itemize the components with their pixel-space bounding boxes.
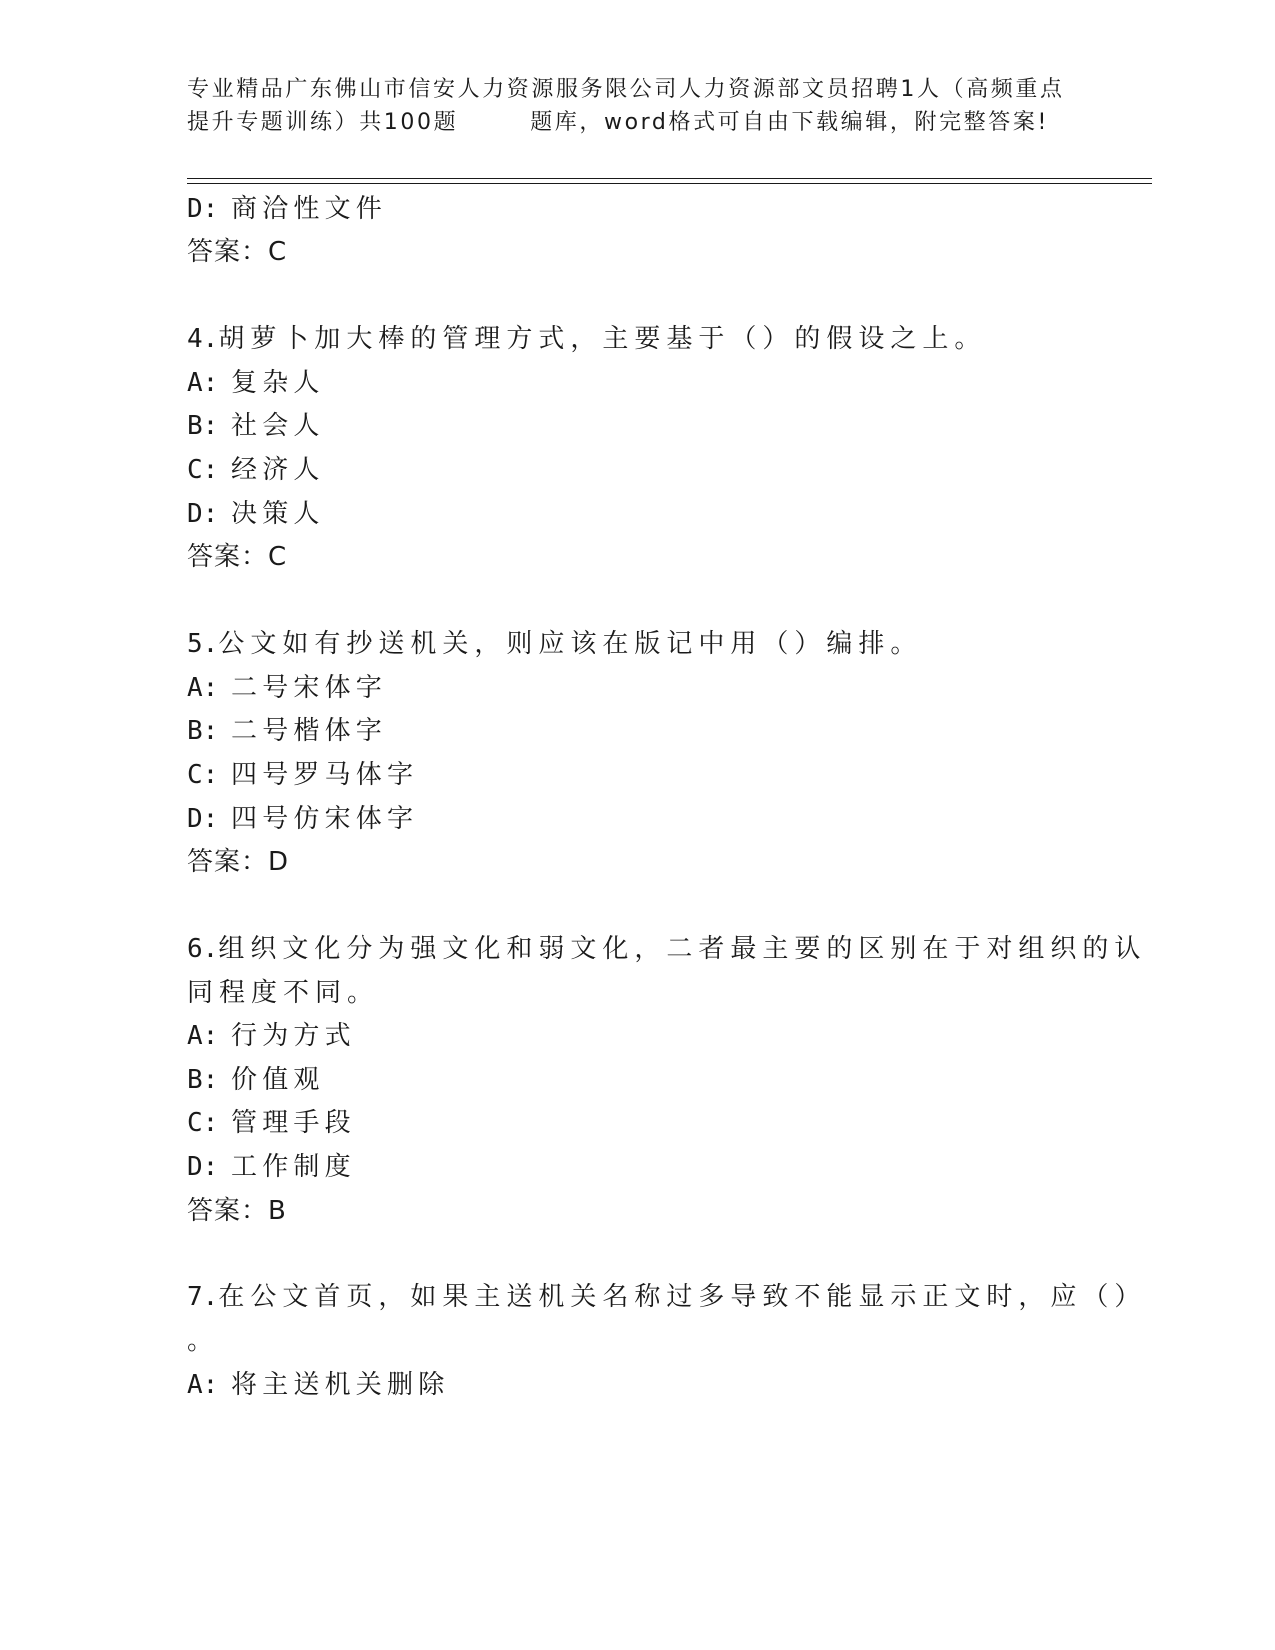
option-text: 二号宋体字 [231,673,388,703]
option-text: 将主送机关删除 [231,1370,450,1400]
q7-option-a [187,1364,449,1401]
q5-answer: 答案：D [187,847,290,877]
option-label: B: [187,411,219,441]
option-label: C: [187,1108,219,1138]
option-label: C: [187,455,219,485]
option-label: D: [187,194,219,224]
q5-question [187,623,922,660]
question-number: 4. [187,324,219,354]
question-number: 5. [187,629,219,659]
q6-answer: 答案：B [187,1196,287,1226]
option-text: 经济人 [231,455,325,485]
question-number: 6. [187,934,219,964]
option-text: 商洽性文件 [231,194,388,224]
header-title-line-1: 专业精品广东佛山市信安人力资源服务限公司人力资源部文员招聘1人（高频重点 [187,77,1065,102]
header-title-line-2-part-1: 提升专题训练）共100题 [187,110,459,135]
q6-question-line-1 [187,928,1146,965]
q6-option-d [187,1146,356,1183]
question-text: 公文如有抄送机关，则应该在版记中用（）编排。 [218,629,923,659]
option-text: 价值观 [231,1065,325,1095]
question-number: 7. [187,1282,219,1312]
option-label: D: [187,499,219,529]
option-label: A: [187,1370,219,1400]
option-label: C: [187,760,219,790]
option-label: A: [187,673,219,703]
option-label: A: [187,1021,219,1051]
header-title-line-2-part-2: 题库，word格式可自由下载编辑，附完整答案! [530,110,1049,135]
q6-question-line-2: 同程度不同。 [187,978,380,1008]
option-text: 管理手段 [231,1108,356,1138]
option-text: 四号罗马体字 [231,760,419,790]
header-divider-bottom [187,183,1152,184]
header-title-line-2 [187,106,1087,139]
q4-question [187,318,986,355]
q4-option-d [187,493,325,530]
q5-option-c [187,754,418,791]
q7-question-line-1 [187,1276,1146,1313]
q6-option-a [187,1015,356,1052]
q3-option-d [187,188,387,225]
question-text: 胡萝卜加大棒的管理方式，主要基于（）的假设之上。 [218,324,987,354]
option-label: B: [187,1065,219,1095]
option-text: 决策人 [231,499,325,529]
q3-answer: 答案：C [187,237,288,267]
q7-question-line-2: 。 [187,1326,220,1356]
q4-option-a [187,362,325,399]
q5-option-a [187,667,387,704]
q4-option-b [187,405,325,442]
option-text: 行为方式 [231,1021,356,1051]
question-text: 在公文首页，如果主送机关名称过多导致不能显示正文时，应（） [218,1282,1147,1312]
option-label: D: [187,804,219,834]
option-text: 工作制度 [231,1152,356,1182]
option-label: B: [187,716,219,746]
q5-option-d [187,798,418,835]
option-label: A: [187,368,219,398]
q4-option-c [187,449,325,486]
q4-answer: 答案：C [187,542,288,572]
question-text: 组织文化分为强文化和弱文化，二者最主要的区别在于对组织的认 [218,934,1147,964]
option-text: 社会人 [231,411,325,441]
option-text: 四号仿宋体字 [231,804,419,834]
option-text: 二号楷体字 [231,716,388,746]
q6-option-b [187,1059,325,1096]
q5-option-b [187,710,387,747]
header-divider-top [187,178,1152,179]
option-label: D: [187,1152,219,1182]
q6-option-c [187,1102,356,1139]
document-header [187,73,1087,139]
option-text: 复杂人 [231,368,325,398]
